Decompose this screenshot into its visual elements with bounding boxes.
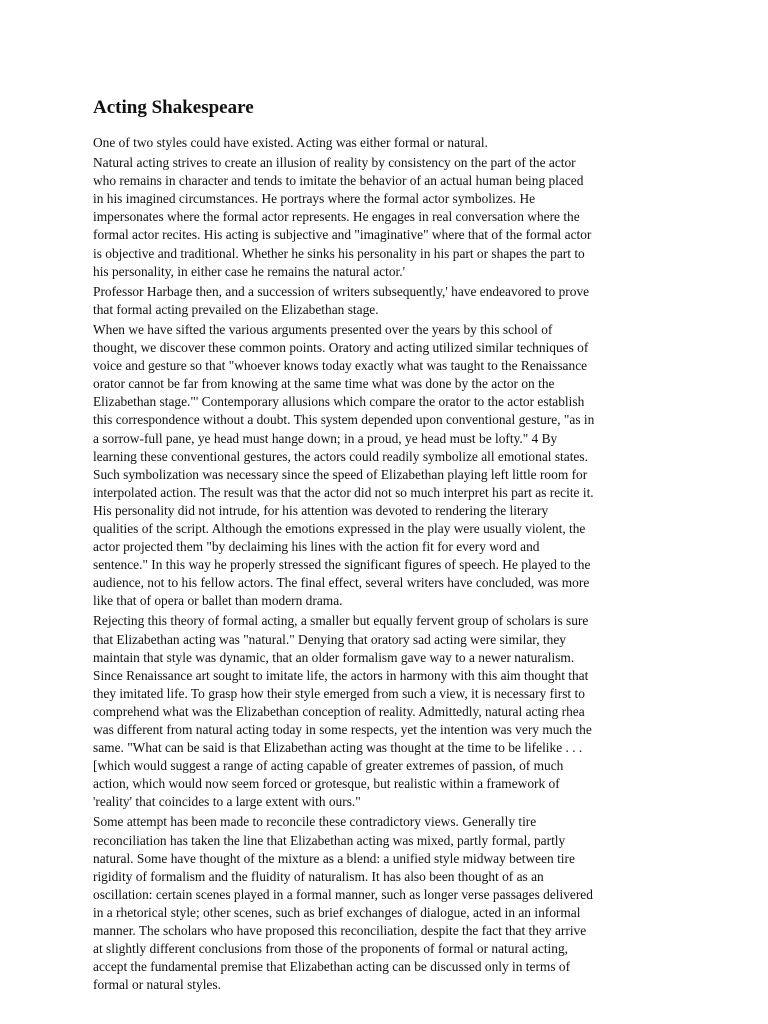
paragraph-3: Professor Harbage then, and a succession of writers subsequently,' have endeavored to prove that formal acting prevailed on the Elizabethan stage.: [93, 283, 590, 317]
paragraph-5: Rejecting this theory of formal acting, a smaller but equally fervent group of scholars is sure that Elizabethan acting was "natural." Denying that oratory sad acting were similar, they maintain that style was dynamic, that an older formalism gave way to a newer naturalism. Since Renaissance art sought to imitate life, the actors in harmony with this aim thought that they imitated life. To grasp how their style emerged from such a view, it is necessary first to comprehend what was the Elizabethan conception of reality. Admittedly, natural acting rhea was different from natural acting today in some respects, yet the intention was very much the same. "What can be said is that Elizabethan acting was thought at the time to be lifelike . . . [which would suggest a range of acting capable of greater extremes of passion, of much action, which would now seem forced or grotesque, but realistic within a framework of 'reality' that coincides to a large extent with ours.": [93, 613, 592, 810]
paragraph-4: When we have sifted the various arguments presented over the years by this school of thought, we discover these common points. Oratory and acting utilized similar techniques of voice and gesture so that "whoever knows today exactly what was taught to the Renaissance orator cannot be far from knowing at the same time what was done by the actor on the Elizabethan stage."' Contemporary allusions which compare the orator to the actor establish this correspondence without a doubt. This system depended upon conventional gesture, "as in a sorrow-full pane, ye head must hange down; in a proud, ye head must be lofty." 4 By learning these conventional gestures, the actors could readily symbolize all emotional states. Such symbolization was necessary since the speed of Elizabethan playing left little room for interpolated action. The result was that the actor did not so much interpret his part as recite it. His personality did not intrude, for his attention was devoted to rendering the literary qualities of the script. Although the emotions expressed in the play were usually violent, the actor projected them "by declaiming his lines with the action fit for every word and sentence." In this way he properly stressed the significant figures of speech. He played to the audience, not to his fellow actors. The final effect, several writers have concluded, was more like that of opera or ballet than modern drama.: [93, 321, 595, 609]
document-title: Acting Shakespeare: [93, 97, 254, 118]
paragraph-1: One of two styles could have existed. Acting was either formal or natural.: [93, 135, 488, 150]
document-page: [93, 96, 683, 996]
paragraph-2: Natural acting strives to create an illusion of reality by consistency on the part of the actor who remains in character and tends to imitate the behavior of an actual human being placed in his imagined circumstances. He portrays where the formal actor symbolizes. He impersonates where the formal actor represents. He engages in real conversation where the formal actor recites. His acting is subjective and "imaginative" where that of the formal actor is objective and traditional. Whether he sinks his personality in his part or shapes the part to his personality, in either case he remains the natural actor.': [93, 155, 592, 279]
paragraph-6: Some attempt has been made to reconcile these contradictory views. Generally tire reconciliation has taken the line that Elizabethan acting was mixed, partly formal, partly natural. Some have thought of the mixture as a blend: a unified style midway between tire rigidity of formalism and the fluidity of naturalism. It has also been thought of as an oscillation: certain scenes played in a formal manner, such as longer verse passages delivered in a rhetorical style; other scenes, such as brief exchanges of dialogue, acted in an informal manner. The scholars who have proposed this reconciliation, despite the fact that they arrive at slightly different conclusions from those of the proponents of formal or natural acting, accept the fundamental premise that Elizabethan acting can be discussed only in terms of formal or natural styles.: [93, 814, 593, 993]
